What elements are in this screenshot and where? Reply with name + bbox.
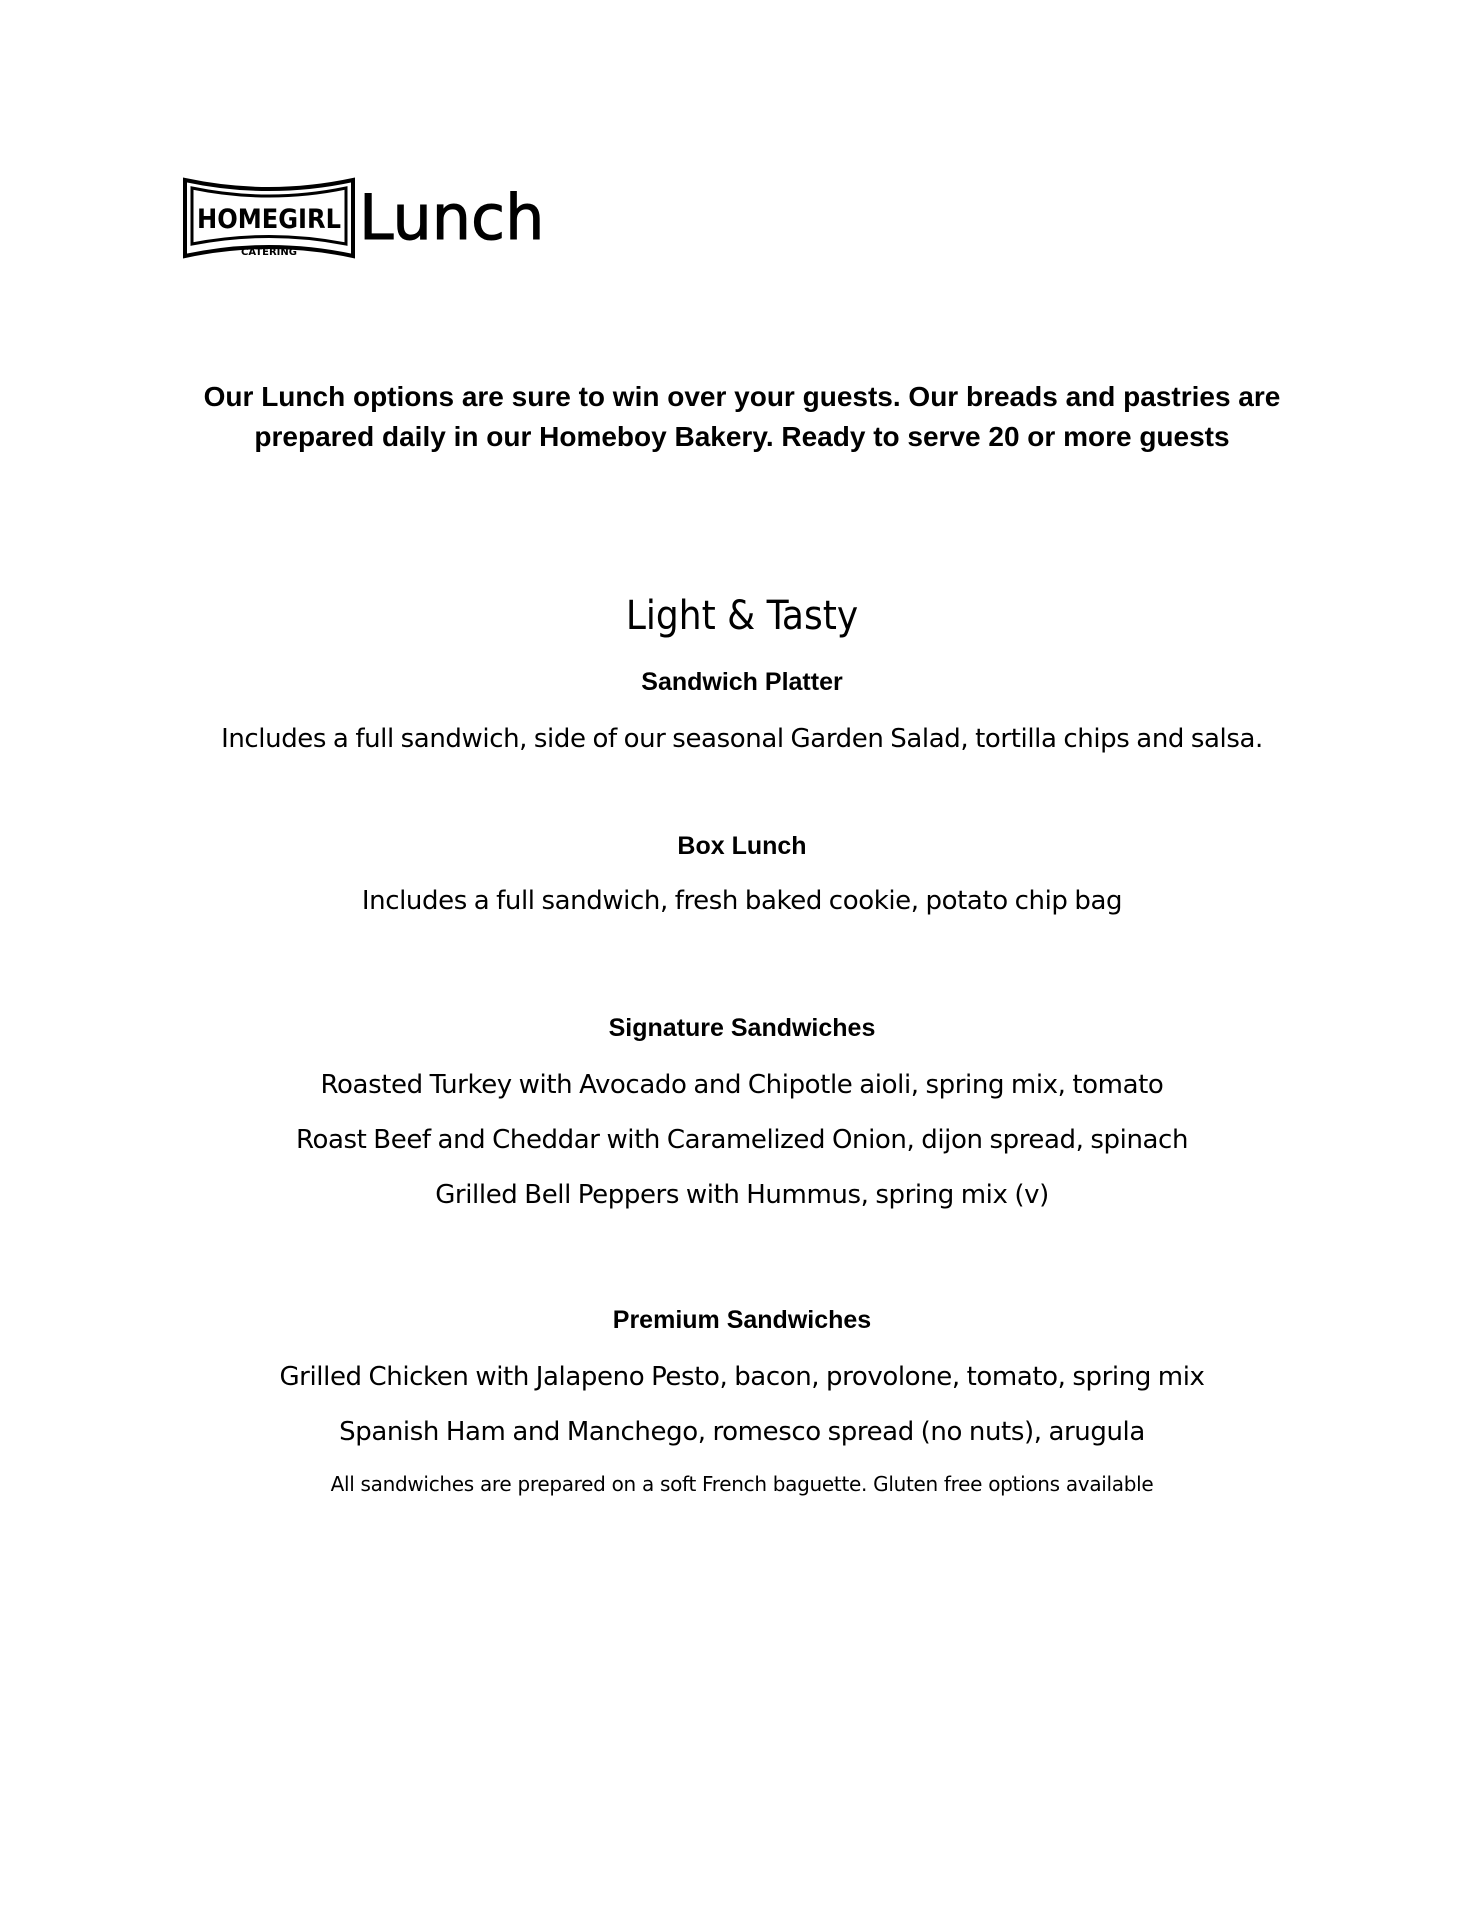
page-title: Lunch: [359, 181, 545, 254]
homegirl-catering-logo: [183, 176, 355, 260]
premium-sandwich-item: Grilled Chicken with Jalapeno Pesto, bacon, provolone, tomato, spring mix: [279, 1362, 1205, 1392]
box-lunch-heading: Box Lunch: [677, 832, 807, 860]
signature-sandwich-item: Grilled Bell Peppers with Hummus, spring mix (v): [435, 1180, 1049, 1210]
intro-line-1: Our Lunch options are sure to win over your guests. Our breads and pastries are: [203, 381, 1281, 412]
premium-sandwiches-heading: Premium Sandwiches: [612, 1306, 872, 1334]
svg-text:CATERING: CATERING: [241, 247, 297, 258]
signature-sandwich-item: Roasted Turkey with Avocado and Chipotle aioli, spring mix, tomato: [320, 1070, 1164, 1100]
footnote: All sandwiches are prepared on a soft French baguette. Gluten free options available: [330, 1472, 1154, 1496]
signature-sandwich-item: Roast Beef and Cheddar with Caramelized Onion, dijon spread, spinach: [295, 1125, 1189, 1155]
sandwich-platter-heading: Sandwich Platter: [641, 668, 843, 696]
signature-sandwiches-heading: Signature Sandwiches: [608, 1014, 876, 1042]
svg-text:HOMEGIRL: HOMEGIRL: [197, 204, 341, 235]
sandwich-platter-description: Includes a full sandwich, side of our seasonal Garden Salad, tortilla chips and salsa.: [221, 724, 1263, 754]
header: [183, 176, 544, 260]
intro-text: [120, 377, 1364, 457]
section-title: Light & Tasty: [625, 593, 859, 639]
box-lunch-description: Includes a full sandwich, fresh baked cookie, potato chip bag: [361, 886, 1123, 916]
premium-sandwich-item: Spanish Ham and Manchego, romesco spread (no nuts), arugula: [339, 1417, 1145, 1447]
intro-line-2: prepared daily in our Homeboy Bakery. Ready to serve 20 or more guests: [254, 421, 1230, 452]
